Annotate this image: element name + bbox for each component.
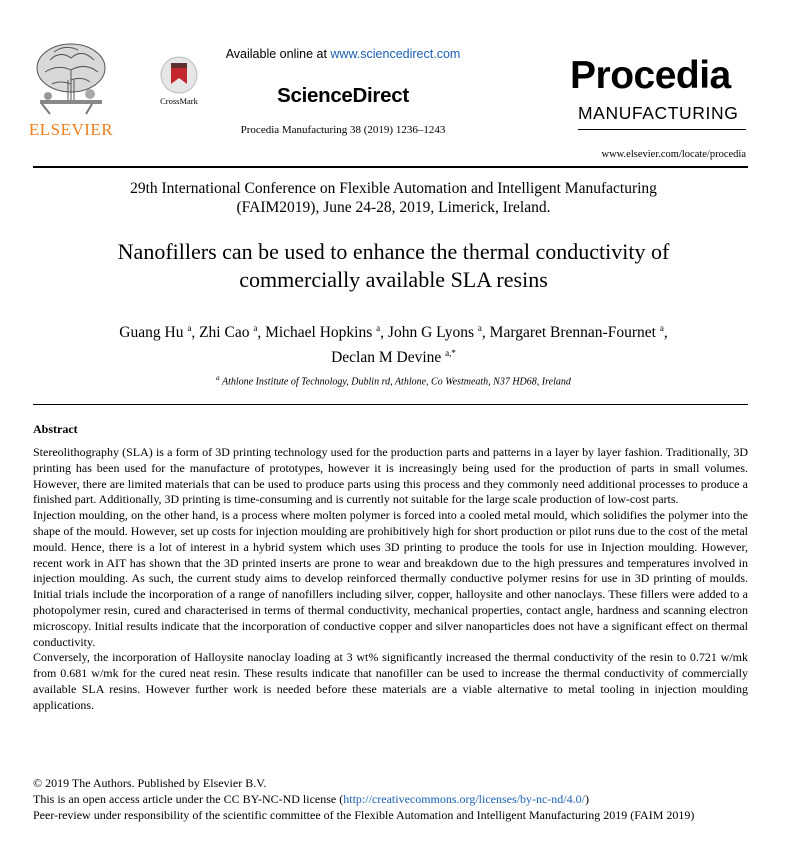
elsevier-tree-icon [30,40,112,118]
open-access-suffix: ) [584,791,589,806]
open-access-prefix: This is an open access article under the CC BY-NC-ND license ( [33,791,344,806]
sciencedirect-logo: ScienceDirect [277,84,409,107]
elsevier-wordmark: ELSEVIER [28,120,114,139]
author-affiliation-mark: a [253,323,258,333]
abstract-paragraph: Stereolithography (SLA) is a form of 3D printing technology used for the production parts and patterns in a layer by layer fashion. Traditionally, 3D printing has been used for the manufacture of prototypes, however it is increasingly being used for the production of parts in small volumes. However, there are limited materials that can be used to produce parts using this process and they commonly need additional processes to produce a finished part. Additionally, 3D printing is time-consuming and is currently not suitable for the large scale production of low-cost parts. [33,445,748,507]
abstract-divider [33,404,748,405]
affiliation-mark: a [216,374,220,382]
crossmark-label: CrossMark [160,96,198,106]
header-divider [33,166,748,168]
author-affiliation-mark: a [659,323,664,333]
affiliation-text: Athlone Institute of Technology, Dublin rd, Athlone, Co Westmeath, N37 HD68, Ireland [221,376,571,388]
journal-title: Procedia [570,54,731,97]
paper-title [30,238,757,294]
author-name: John G Lyons [387,324,475,342]
conference-line-1: 29th International Conference on Flexible Automation and Intelligent Manufacturing [130,180,657,197]
elsevier-logo [22,40,120,142]
author-affiliation-mark: a,* [445,348,456,359]
abstract-paragraph: Conversely, the incorporation of Halloysite nanoclay loading at 3 wt% significantly increased the thermal conductivity of the resin to 0.721 w/mk from 0.681 w/mk for the cured neat resin. These results indicate that nanofiller can be used to increase the thermal conductivity of commercially available SLA resins. However further work is needed before these materials are a viable alternative to metal tooling in injection moulding applications. [33,650,748,712]
author-affiliation-mark: a [477,323,482,333]
author-name: Declan M Devine [331,349,442,367]
journal-citation: Procedia Manufacturing 38 (2019) 1236–1243 [240,124,446,136]
author-name: Michael Hopkins [265,324,373,342]
author-name: Zhi Cao [199,324,250,342]
paper-title-line-2: commercially available SLA resins [239,267,548,292]
sciencedirect-link[interactable]: www.sciencedirect.com [330,47,461,61]
open-access-line [33,792,753,808]
abstract-body [33,445,748,714]
cc-license-link[interactable]: http://creativecommons.org/licenses/by-nc-nd/4.0/ [343,791,585,806]
conference-line-2: (FAIM2019), June 24-28, 2019, Limerick, Ireland. [236,199,551,216]
journal-url[interactable]: www.elsevier.com/locate/procedia [601,149,746,160]
journal-subtitle: MANUFACTURING [578,103,739,123]
abstract-heading: Abstract [33,422,78,436]
author-name: Guang Hu [119,324,184,342]
affiliation [30,374,757,387]
author-name: Margaret Brennan-Fournet [489,324,656,342]
author-affiliation-mark: a [187,323,192,333]
copyright-line: © 2019 The Authors. Published by Elsevier B.V. [33,776,267,790]
author-affiliation-mark: a [376,323,381,333]
available-online-line [170,47,516,61]
paper-title-line-1: Nanofillers can be used to enhance the thermal conductivity of [117,239,670,264]
conference-info [40,179,747,217]
abstract-paragraph: Injection moulding, on the other hand, is a process where molten polymer is forced into a cooled metal mould, which solidifies the polymer into the shape of the mould. However, set up costs for injection moulding are prohibitively high for short production or pilot runs due to the cost of the metal mould. Hence, there is a lot of interest in a hybrid system which uses 3D printing to produce the tools for use in Injection moulding. However, recent work in AIT has shown that the 3D printed inserts are prone to wear and breakdown due to the high pressures and temperatures involved in injection moulding. As such, the current study aims to develop reinforced thermally conductive polymer resins for use in 3D printing of moulds. Initial trials include the incorporation of a range of nanofillers including silver, copper, halloysite and other nanoclays. These fillers were added to a photopolymer resin, cured and characterised in terms of thermal conductivity, mechanical properties, contact angle, hardness and scanning electron microscopy. Initial results indicate that the incorporation of conductive copper and silver nanoparticles does not have a significant effect on thermal conductivity. [33,508,748,649]
peer-review-line: Peer-review under responsibility of the scientific committee of the Flexible Automation and Intelligent Manufacturing 2019 (FAIM 2019) [33,807,695,822]
journal-logo-rule [578,129,746,130]
license-block [33,776,753,823]
author-list: Guang Hu $^a$, Zhi Cao $^a$, Michael Hopkins $^a$, John G Lyons $^a$, Margaret Brennan-Fournet $^a$, Declan M Devine $^{a,*}$ [119,323,668,367]
available-online-prefix: Available online at [225,47,327,61]
